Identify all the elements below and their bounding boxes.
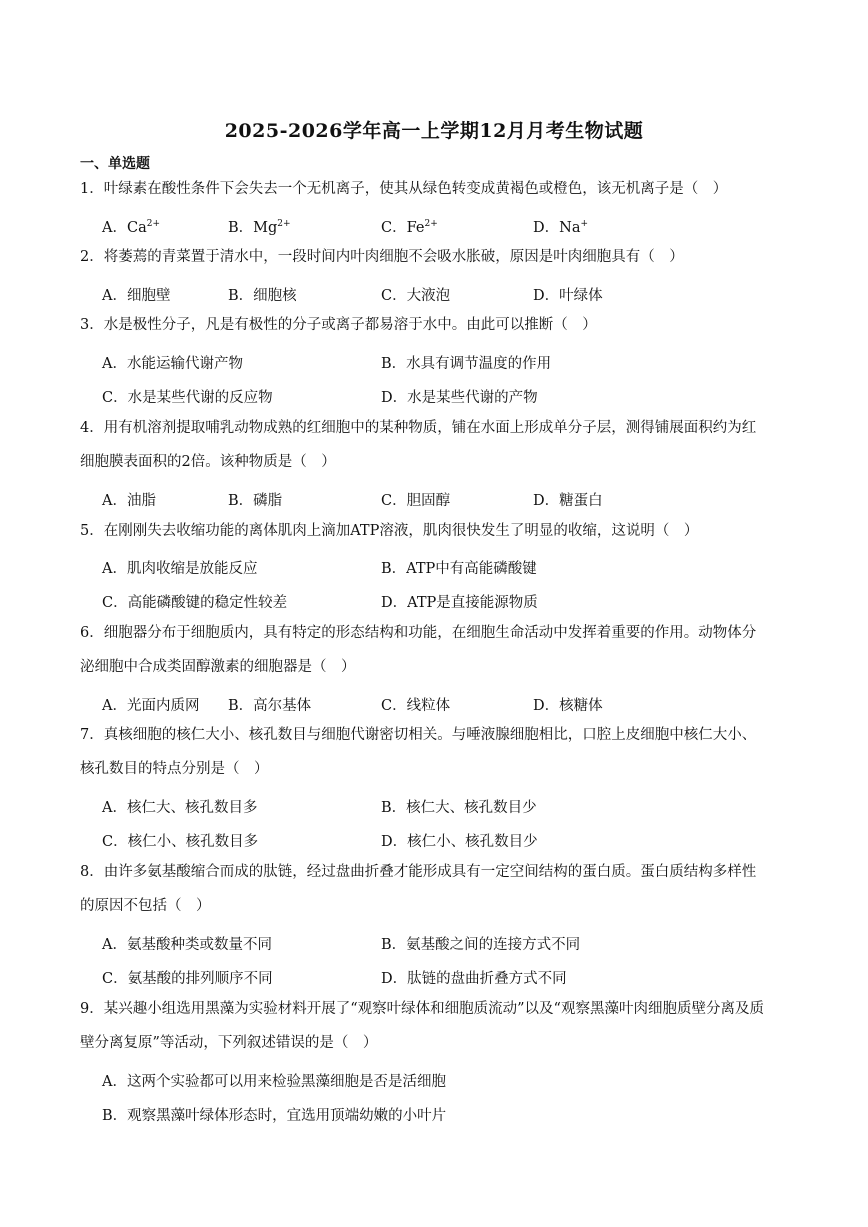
question-stem-line-2: 核孔数目的特点分别是（ ）	[80, 761, 269, 777]
question-stem-line-1: 6．细胞器分布于细胞质内，具有特定的形态结构和功能，在细胞生命活动中发挥着重要的作用。动物体分	[80, 625, 757, 641]
options-7	[102, 796, 792, 820]
question-9	[80, 992, 792, 1060]
question-stem-line-2: 的原因不包括（ ）	[80, 898, 211, 914]
question-stem-line-1: 4．用有机溶剂提取哺乳动物成熟的红细胞中的某种物质，铺在水面上形成单分子层，测得铺展面积约为红	[80, 420, 757, 436]
option-a: A．氨基酸种类或数量不同	[102, 937, 272, 953]
option-b: B．磷脂	[228, 493, 283, 509]
option-b: B．观察黑藻叶绿体形态时，宜选用顶端幼嫩的小叶片	[102, 1108, 447, 1124]
page-title: 2025-2026学年高一上学期12月月考生物试题	[224, 120, 644, 142]
options-5	[102, 557, 792, 581]
options-8b	[102, 967, 792, 991]
options-6	[102, 694, 792, 718]
question-stem-line-2: 泌细胞中合成类固醇激素的细胞器是（ ）	[80, 659, 356, 675]
option-a: A．肌肉收缩是放能反应	[102, 561, 258, 577]
option-d: D．糖蛋白	[533, 493, 603, 509]
question-stem: 3．水是极性分子，凡是有极性的分子或离子都易溶于水中。由此可以推断（ ）	[80, 317, 597, 333]
options-9a	[102, 1070, 792, 1094]
options-4	[102, 489, 792, 513]
option-b: B．核仁大、核孔数目少	[381, 800, 537, 816]
option-c: C．水是某些代谢的反应物	[102, 390, 273, 406]
question-5	[80, 514, 792, 548]
question-3	[80, 308, 792, 342]
option-b: B．高尔基体	[228, 698, 312, 714]
question-7	[80, 718, 792, 786]
option-a: A．核仁大、核孔数目多	[102, 800, 258, 816]
question-stem: 5．在刚刚失去收缩功能的离体肌肉上滴加ATP溶液，肌肉很快发生了明显的收缩，这说明（ ）	[80, 523, 699, 539]
option-c: C．高能磷酸键的稳定性较差	[102, 595, 288, 611]
option-d: D．核糖体	[533, 698, 603, 714]
option-d: D．ATP是直接能源物质	[381, 595, 538, 611]
option-a: A．油脂	[102, 493, 156, 509]
question-8	[80, 855, 792, 923]
option-d: D．叶绿体	[533, 288, 603, 304]
options-3b	[102, 386, 792, 410]
option-b: B．$Mg^{2+}$	[228, 219, 291, 236]
option-c: C．氨基酸的排列顺序不同	[102, 971, 273, 987]
question-stem-line-1: 9．某兴趣小组选用黑藻为实验材料开展了“观察叶绿体和细胞质流动”以及“观察黑藻叶肉细胞质壁分离及质	[80, 1001, 764, 1017]
options-3	[102, 352, 792, 376]
question-stem: 1．叶绿素在酸性条件下会失去一个无机离子，使其从绿色转变成黄褐色或橙色，该无机离子是（ ）	[80, 181, 728, 197]
options-7b	[102, 830, 792, 854]
options-9b	[102, 1104, 792, 1128]
option-c: C．核仁小、核孔数目多	[102, 834, 259, 850]
option-b: B．细胞核	[228, 288, 297, 304]
option-b: B．氨基酸之间的连接方式不同	[381, 937, 581, 953]
option-b: B．水具有调节温度的作用	[381, 356, 552, 372]
question-stem-line-1: 8．由许多氨基酸缩合而成的肽链，经过盘曲折叠才能形成具有一定空间结构的蛋白质。蛋白质结构多样性	[80, 864, 757, 880]
question-stem: 2．将萎蔫的青菜置于清水中，一段时间内叶肉细胞不会吸水胀破，原因是叶肉细胞具有（ ）	[80, 249, 684, 265]
option-c: C．胆固醇	[381, 493, 451, 509]
option-a: A．$Ca^{2+}$	[102, 219, 161, 236]
option-a: A．这两个实验都可以用来检验黑藻细胞是否是活细胞	[102, 1074, 446, 1090]
options-1	[102, 216, 792, 240]
option-b: B．ATP中有高能磷酸键	[381, 561, 537, 577]
option-d: D．肽链的盘曲折叠方式不同	[381, 971, 567, 987]
options-5b	[102, 591, 792, 615]
question-6	[80, 616, 792, 684]
option-a: A．水能运输代谢产物	[102, 356, 243, 372]
question-stem-line-2: 细胞膜表面积的2倍。该种物质是（ ）	[80, 454, 336, 470]
question-4	[80, 411, 792, 479]
option-c: C．$Fe^{2+}$	[381, 219, 438, 236]
option-c: C．线粒体	[381, 698, 451, 714]
section-heading: 一、单选题	[80, 156, 150, 172]
options-2	[102, 284, 792, 308]
option-d: D．水是某些代谢的产物	[381, 390, 538, 406]
option-a: A．光面内质网	[102, 698, 200, 714]
question-stem-line-2: 壁分离复原”等活动，下列叙述错误的是（ ）	[80, 1035, 378, 1051]
option-c: C．大液泡	[381, 288, 451, 304]
question-1	[80, 172, 792, 206]
question-stem-line-1: 7．真核细胞的核仁大小、核孔数目与细胞代谢密切相关。与唾液腺细胞相比，口腔上皮细胞中核仁大小、	[80, 727, 757, 743]
options-8	[102, 933, 792, 957]
option-a: A．细胞壁	[102, 288, 171, 304]
option-d: D．核仁小、核孔数目少	[381, 834, 538, 850]
option-d: D．Na+	[533, 219, 589, 236]
question-2	[80, 240, 792, 274]
